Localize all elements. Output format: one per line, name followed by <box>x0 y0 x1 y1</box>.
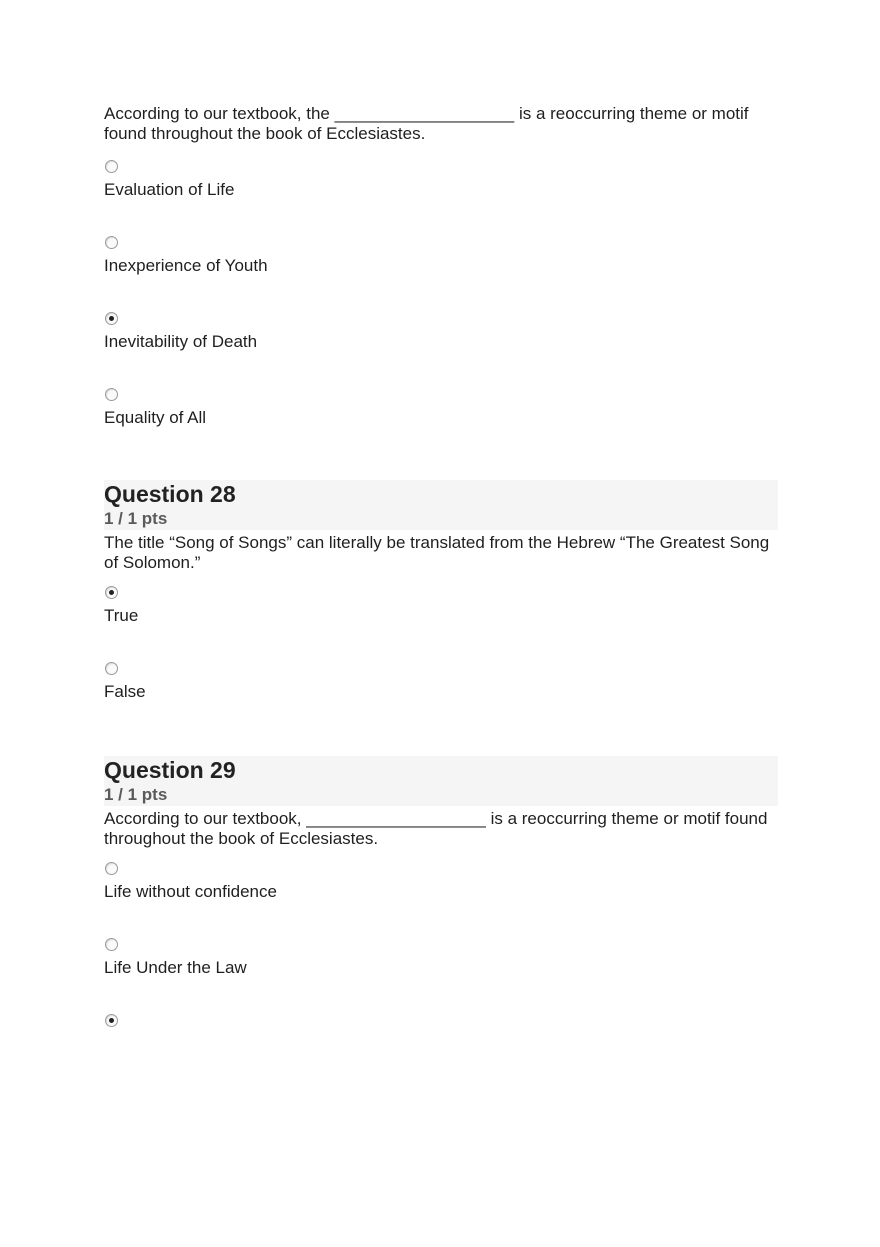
answer-label: False <box>104 682 146 701</box>
radio-button[interactable] <box>105 236 118 249</box>
answer-option[interactable] <box>104 160 778 236</box>
answer-option[interactable] <box>104 388 778 464</box>
answer-option[interactable] <box>104 862 778 938</box>
answer-option[interactable] <box>104 312 778 388</box>
answer-list <box>104 862 778 1090</box>
answer-label: Inevitability of Death <box>104 332 258 351</box>
question-title: Question 29 <box>104 757 236 783</box>
radio-button-selected[interactable] <box>105 1014 118 1027</box>
question-text: According to our textbook, the ___________________ is a reoccurring theme or motif found throughout the book of Ecclesiastes. <box>104 104 749 143</box>
radio-button-selected[interactable] <box>105 312 118 325</box>
radio-button[interactable] <box>105 160 118 173</box>
question-text: According to our textbook, ___________________ is a reoccurring theme or motif found throughout the book of Ecclesiastes. <box>104 809 768 848</box>
answer-label: Evaluation of Life <box>104 180 235 199</box>
radio-button[interactable] <box>105 862 118 875</box>
answer-list <box>104 586 778 738</box>
answer-option[interactable] <box>104 938 778 1014</box>
answer-option[interactable] <box>104 662 778 738</box>
answer-label: Life Under the Law <box>104 958 247 977</box>
answer-list <box>104 160 778 464</box>
answer-option[interactable] <box>104 586 778 662</box>
question-text: The title “Song of Songs” can literally be translated from the Hebrew “The Greatest Song of Solomon.” <box>104 533 770 572</box>
answer-label: Inexperience of Youth <box>104 256 268 275</box>
question-header <box>104 480 778 530</box>
answer-label: Equality of All <box>104 408 207 427</box>
question-header <box>104 756 778 806</box>
answer-label: True <box>104 606 139 625</box>
radio-button[interactable] <box>105 662 118 675</box>
answer-option[interactable] <box>104 1014 778 1090</box>
answer-label: Life without confidence <box>104 882 277 901</box>
radio-button-selected[interactable] <box>105 586 118 599</box>
question-points: 1 / 1 pts <box>104 509 168 528</box>
question-points: 1 / 1 pts <box>104 785 168 804</box>
radio-button[interactable] <box>105 388 118 401</box>
question-title: Question 28 <box>104 481 236 507</box>
answer-option[interactable] <box>104 236 778 312</box>
radio-button[interactable] <box>105 938 118 951</box>
